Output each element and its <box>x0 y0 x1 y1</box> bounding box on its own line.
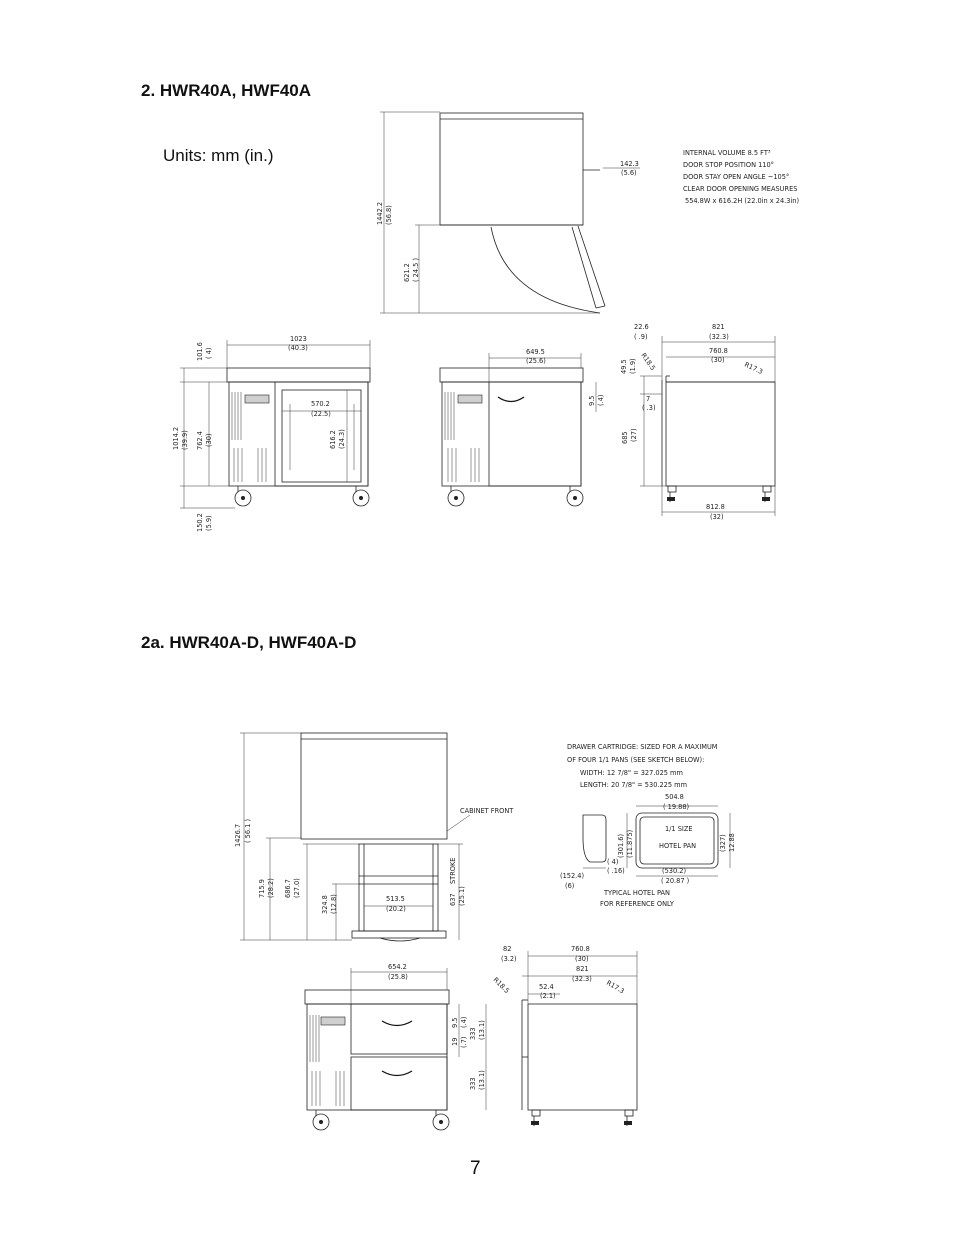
fig1-w1023: 1023 <box>290 335 307 343</box>
fig2-c333: 333 <box>469 1027 477 1040</box>
fig2-note-2: OF FOUR 1/1 PANS (SEE SKETCH BELOW): <box>567 756 705 764</box>
fig1-h101-in: ( 4) <box>205 347 213 359</box>
fig2-b19-in: (.7) <box>460 1036 468 1048</box>
fig2-a9: 9.5 <box>451 1017 459 1028</box>
fig1-h621: 621.2 <box>403 263 411 282</box>
fig1-d22: 22.6 <box>634 323 649 331</box>
fig1-d760: 760.8 <box>709 347 728 355</box>
fig1-d7: 7 <box>646 395 651 403</box>
fig2-h324: 324.8 <box>321 895 329 914</box>
fig2-s637: 637 <box>449 893 457 906</box>
fig1-note-1: INTERNAL VOLUME 8.5 FT³ <box>683 149 771 157</box>
fig2-pan-label2: HOTEL PAN <box>659 842 697 850</box>
fig2-hotel-pan <box>560 793 736 908</box>
fig1-side-door-view <box>376 112 640 313</box>
fig2-h1426-in: ( 56.1 ) <box>244 818 252 843</box>
fig1-gap9-in: (.4) <box>597 394 605 406</box>
fig2-side-drawer-view <box>234 733 514 941</box>
fig2-h686-in: (27.0) <box>293 878 301 898</box>
fig1-w812-in: (32) <box>710 513 724 521</box>
fig1-w570: 570.2 <box>311 400 330 408</box>
fig2-h715: 715.9 <box>258 879 266 898</box>
fig1-note-2: DOOR STOP POSITION 110° <box>683 161 774 169</box>
fig2-pan-cap2: FOR REFERENCE ONLY <box>600 900 674 908</box>
fig2-pan-cap1: TYPICAL HOTEL PAN <box>604 889 670 897</box>
fig1-h616-in: (24.3) <box>338 429 346 449</box>
fig2-c333-in: (13.1) <box>478 1020 486 1040</box>
fig1-d821-in: (32.3) <box>709 333 729 341</box>
fig2-pan-bw-in: ( 20.87 ) <box>661 877 690 885</box>
fig1-h762-in: (30) <box>205 433 213 447</box>
fig2-pan-topw-in: ( 19.88) <box>663 803 690 811</box>
fig1-h49: 49.5 <box>620 359 628 374</box>
fig2-w513: 513.5 <box>386 895 405 903</box>
fig1-h49-in: (1.9) <box>629 358 637 374</box>
fig1-h150-in: (5.9) <box>205 515 213 531</box>
fig1-note-3: DOOR STAY OPEN ANGLE ~105° <box>683 173 790 181</box>
page-number: 7 <box>470 1158 481 1179</box>
fig2-pan-bw: (530.2) <box>662 867 687 875</box>
fig1-gap9: 9.5 <box>588 395 596 406</box>
fig2-d760-in: (30) <box>575 955 589 963</box>
fig1-h150: 150.2 <box>196 513 204 532</box>
fig1-notes <box>683 149 799 205</box>
fig2-r185: R18.5 <box>491 975 511 996</box>
fig2-a9-in: (.4) <box>460 1016 468 1028</box>
fig2-h686: 686.7 <box>284 879 292 898</box>
fig1-w1023-in: (40.3) <box>288 344 308 352</box>
fig1-side-view <box>620 323 775 521</box>
fig2-w513-in: (20.2) <box>386 905 406 913</box>
fig2-s637-in: (25.1) <box>458 886 466 906</box>
fig1-note-5: 554.8W x 616.2H (22.0in x 24.3in) <box>685 197 800 205</box>
fig2-b19: 19 <box>451 1037 459 1046</box>
fig2-h715-in: (28.2) <box>267 878 275 898</box>
fig1-d22-in: ( .9) <box>634 333 648 341</box>
fig1-w649: 649.5 <box>526 348 545 356</box>
fig1-w812: 812.8 <box>706 503 725 511</box>
fig1-h101: 101.6 <box>196 342 204 361</box>
fig2-note-4: LENGTH: 20 7/8" = 530.225 mm <box>580 781 688 789</box>
fig1-note-4: CLEAR DOOR OPENING MEASURES <box>683 185 798 193</box>
fig2-d333-in: (13.1) <box>478 1070 486 1090</box>
fig1-h1014-in: (39.9) <box>181 430 189 450</box>
fig2-side-view <box>492 945 637 1126</box>
fig2-d821-in: (32.3) <box>572 975 592 983</box>
fig1-d7-in: ( .3) <box>642 404 656 412</box>
fig2-d760: 760.8 <box>571 945 590 953</box>
fig2-pan-d1-in: (11.875) <box>626 829 634 858</box>
fig2-pan-d1: (301.6) <box>617 833 625 858</box>
fig1-d142-in: (5.6) <box>621 169 637 177</box>
fig2-d333: 333 <box>469 1077 477 1090</box>
fig1-h616: 616.2 <box>329 430 337 449</box>
fig1-h1014: 1014.2 <box>172 426 180 450</box>
fig2-d52-in: (2.1) <box>540 992 556 1000</box>
fig1-h762: 762.4 <box>196 431 204 450</box>
fig1-h1442-in: (56.8) <box>385 205 393 225</box>
fig2-cabinet-front: CABINET FRONT <box>460 807 514 815</box>
fig2-w654: 654.2 <box>388 963 407 971</box>
fig2-pan-h-in: (327) <box>719 834 727 852</box>
fig2-pan-d2-in: ( .16) <box>607 867 625 875</box>
fig2-d82-in: (3.2) <box>501 955 517 963</box>
fig2-pan-topw: 504.8 <box>665 793 684 801</box>
fig2-note-3: WIDTH: 12 7/8" = 327.025 mm <box>580 769 683 777</box>
section2-title: 2a. HWR40A-D, HWF40A-D <box>141 633 357 652</box>
section1-title: 2. HWR40A, HWF40A <box>141 81 312 100</box>
fig1-h1442: 1442.2 <box>376 201 384 225</box>
fig2-pan-d3-in: (6) <box>565 882 575 890</box>
fig2-pan-h: 12.88 <box>728 833 736 852</box>
fig1-h621-in: ( 24.5 ) <box>412 257 420 282</box>
units-label: Units: mm (in.) <box>163 146 274 165</box>
fig2-pan-d2: ( 4) <box>607 858 619 866</box>
fig2-pan-d3: (152.4) <box>560 872 585 880</box>
fig2-note-1: DRAWER CARTRIDGE: SIZED FOR A MAXIMUM <box>567 743 718 751</box>
fig2-h1426: 1426.7 <box>234 823 242 847</box>
fig2-d52: 52.4 <box>539 983 554 991</box>
fig2-front-view <box>305 963 486 1130</box>
fig1-r173: R17.3 <box>743 360 764 376</box>
fig1-d821: 821 <box>712 323 725 331</box>
fig2-d82: 82 <box>503 945 512 953</box>
fig2-stroke: STROKE <box>449 857 457 884</box>
fig2-d821: 821 <box>576 965 589 973</box>
fig1-r185: R18.5 <box>639 351 657 372</box>
fig2-r173: R17.3 <box>605 978 626 996</box>
fig1-h685: 685 <box>621 431 629 444</box>
fig2-pan-label1: 1/1 SIZE <box>665 825 693 833</box>
fig1-d142: 142.3 <box>620 160 639 168</box>
fig1-w570-in: (22.5) <box>311 410 331 418</box>
fig2-notes <box>567 743 718 789</box>
fig1-h685-in: (27) <box>630 428 638 442</box>
fig1-d760-in: (30) <box>711 356 725 364</box>
fig2-w654-in: (25.8) <box>388 973 408 981</box>
fig1-front-view <box>440 348 605 506</box>
fig1-front-open-view <box>172 335 370 532</box>
fig2-h324-in: (12.8) <box>330 894 338 914</box>
fig1-w649-in: (25.6) <box>526 357 546 365</box>
